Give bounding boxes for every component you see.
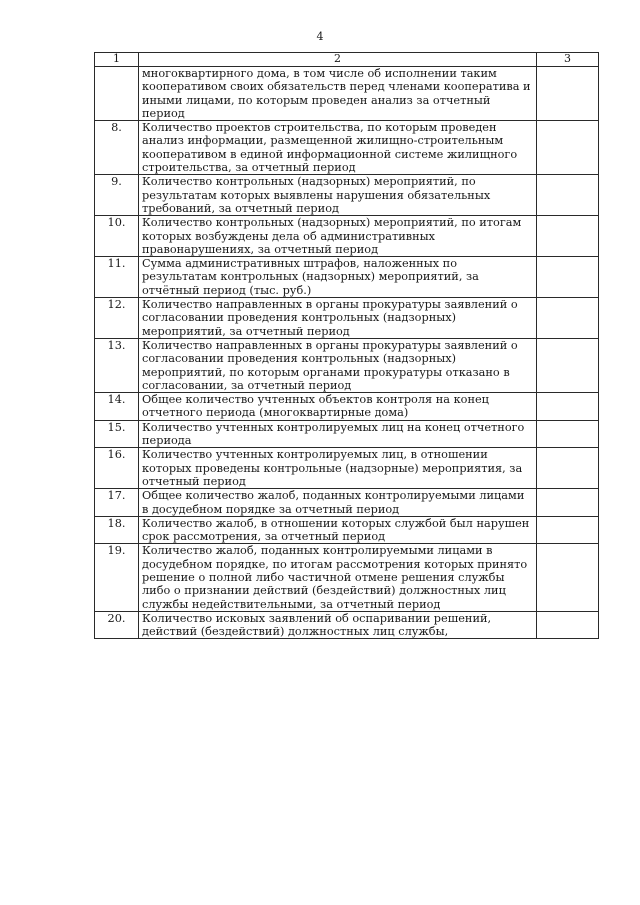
row-number: 17.	[95, 489, 139, 517]
row-number: 9.	[95, 175, 139, 216]
row-value	[537, 67, 599, 121]
row-value	[537, 448, 599, 489]
row-number: 8.	[95, 121, 139, 175]
column-header-3: 3	[537, 53, 599, 67]
row-text: Сумма административных штрафов, наложенных по результатам контрольных (надзорных) мероприятий, за отчётный период (тыс. руб.)	[139, 257, 537, 298]
row-value	[537, 420, 599, 448]
table-row	[95, 121, 599, 175]
row-number: 18.	[95, 516, 139, 544]
column-header-1: 1	[95, 53, 139, 67]
row-text: Количество направленных в органы прокуратуры заявлений о согласовании проведения контрольных (надзорных) мероприятий, по которым органами прокуратуры отказано в согласовании, за отчетный период	[139, 338, 537, 392]
table-row	[95, 298, 599, 339]
table-row	[95, 420, 599, 448]
table-row	[95, 67, 599, 121]
table-row	[95, 393, 599, 421]
row-text: Количество контрольных (надзорных) мероприятий, по итогам которых возбуждены дела об административных правонарушениях, за отчетный период	[139, 216, 537, 257]
row-number: 20.	[95, 611, 139, 639]
table-row	[95, 544, 599, 611]
row-value	[537, 516, 599, 544]
row-value	[537, 393, 599, 421]
row-number	[95, 67, 139, 121]
row-number: 19.	[95, 544, 139, 611]
row-text: Количество учтенных контролируемых лиц на конец отчетного периода	[139, 420, 537, 448]
row-text: Количество учтенных контролируемых лиц, в отношении которых проведены контрольные (надзорные) мероприятия, за отчетный период	[139, 448, 537, 489]
table-row	[95, 338, 599, 392]
table-row	[95, 257, 599, 298]
table-header-row	[95, 53, 599, 67]
row-text: Количество направленных в органы прокуратуры заявлений о согласовании проведения контрольных (надзорных) мероприятий, за отчетный период	[139, 298, 537, 339]
row-value	[537, 611, 599, 639]
row-text: Количество исковых заявлений об оспаривании решений, действий (бездействий) должностных лиц службы,	[139, 611, 537, 639]
table-row	[95, 611, 599, 639]
column-header-2: 2	[139, 53, 537, 67]
row-value	[537, 338, 599, 392]
row-number: 14.	[95, 393, 139, 421]
row-number: 11.	[95, 257, 139, 298]
row-number: 12.	[95, 298, 139, 339]
row-text: многоквартирного дома, в том числе об исполнении таким кооперативом своих обязательств перед членами кооператива и иными лицами, по которым проведен анализ за отчетный период	[139, 67, 537, 121]
row-text: Количество жалоб, поданных контролируемыми лицами в досудебном порядке, по итогам рассмотрения которых принято решение о полной либо частичной отмене решения службы либо о признании действий (бездействий) должностных лиц службы недействительными, за отчетный период	[139, 544, 537, 611]
page-number: 4	[316, 30, 324, 43]
row-value	[537, 544, 599, 611]
table-row	[95, 516, 599, 544]
row-value	[537, 121, 599, 175]
row-text: Общее количество учтенных объектов контроля на конец отчетного периода (многоквартирные дома)	[139, 393, 537, 421]
row-number: 13.	[95, 338, 139, 392]
row-value	[537, 175, 599, 216]
row-text: Общее количество жалоб, поданных контролируемыми лицами в досудебном порядке за отчетный период	[139, 489, 537, 517]
row-value	[537, 298, 599, 339]
table-row	[95, 175, 599, 216]
row-text: Количество контрольных (надзорных) мероприятий, по результатам которых выявлены нарушения обязательных требований, за отчетный период	[139, 175, 537, 216]
row-number: 16.	[95, 448, 139, 489]
row-number: 10.	[95, 216, 139, 257]
report-table	[94, 52, 599, 639]
table-row	[95, 448, 599, 489]
row-text: Количество проектов строительства, по которым проведен анализ информации, размещенной жилищно-строительным кооперативом в единой информационной системе жилищного строительства, за отчетный период	[139, 121, 537, 175]
row-value	[537, 257, 599, 298]
table-row	[95, 489, 599, 517]
table-row	[95, 216, 599, 257]
row-number: 15.	[95, 420, 139, 448]
row-value	[537, 489, 599, 517]
row-value	[537, 216, 599, 257]
row-text: Количество жалоб, в отношении которых службой был нарушен срок рассмотрения, за отчетный период	[139, 516, 537, 544]
